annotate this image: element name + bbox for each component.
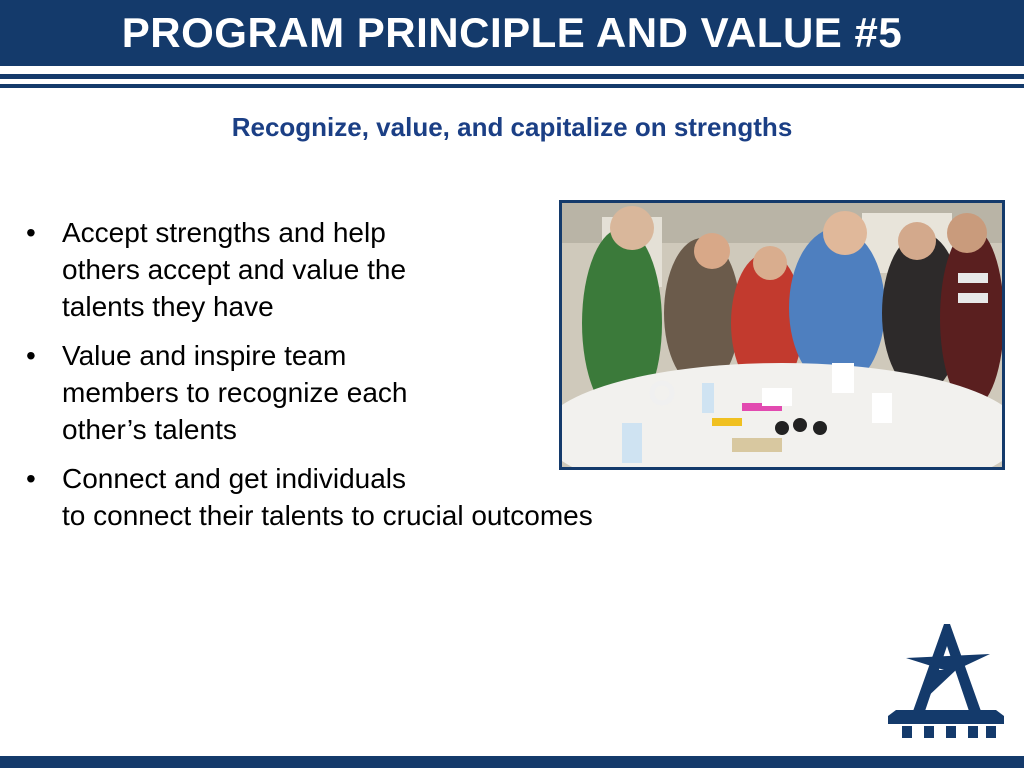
star-logo-icon (886, 622, 1006, 740)
bullet-marker: • (26, 340, 36, 371)
slide-title: PROGRAM PRINCIPLE AND VALUE #5 (121, 9, 903, 56)
footer-bar (0, 756, 1024, 768)
bullet-marker: • (26, 217, 36, 248)
bullet-text: Value and inspire team members to recognize each other’s talents (62, 340, 408, 445)
bullet-item (24, 460, 724, 534)
slide-subtitle: Recognize, value, and capitalize on strengths (231, 112, 793, 142)
group-photo (559, 200, 1005, 470)
title-bar (0, 0, 1024, 66)
bullet-marker: • (26, 463, 36, 494)
organization-logo (886, 622, 1006, 740)
header-rule-top (0, 74, 1024, 79)
bullet-text: Connect and get individuals to connect their talents to crucial outcomes (62, 463, 593, 531)
group-photo-icon (562, 203, 1002, 467)
header-rule-bottom (0, 84, 1024, 88)
bullet-text: Accept strengths and help others accept and value the talents they have (62, 217, 407, 322)
